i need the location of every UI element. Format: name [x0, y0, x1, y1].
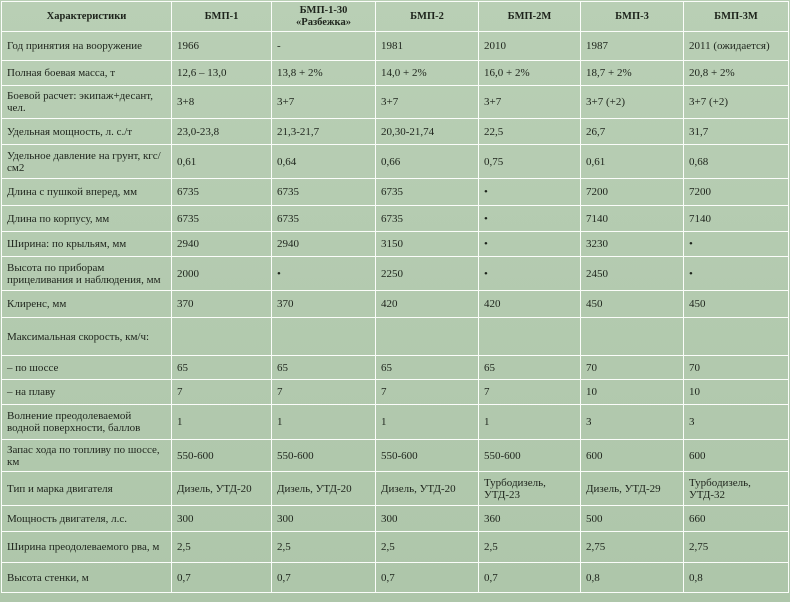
table-cell: 6735	[376, 206, 479, 232]
row-label: – по шоссе	[2, 356, 172, 380]
table-cell: 360	[479, 506, 581, 532]
table-cell: 0,8	[684, 563, 789, 593]
table-cell: •	[479, 179, 581, 206]
table-row	[2, 179, 789, 206]
row-label: Боевой расчет: экипаж+десант, чел.	[2, 86, 172, 119]
row-label: Длина с пушкой вперед, мм	[2, 179, 172, 206]
row-label: Клиренс, мм	[2, 291, 172, 318]
table-cell: 2010	[479, 32, 581, 61]
table-cell: 0,66	[376, 145, 479, 179]
table-cell: Турбодизель, УТД-23	[479, 472, 581, 506]
table-cell: 1	[272, 405, 376, 440]
table-cell: 10	[684, 380, 789, 405]
row-label: Ширина преодолеваемого рва, м	[2, 532, 172, 563]
table-cell: 3+7 (+2)	[684, 86, 789, 119]
table-row	[2, 32, 789, 61]
table-cell: 0,75	[479, 145, 581, 179]
table-cell: 0,61	[172, 145, 272, 179]
table-cell: 6735	[272, 179, 376, 206]
table-cell: 550-600	[479, 440, 581, 472]
table-cell: 2,75	[581, 532, 684, 563]
table-row	[2, 232, 789, 257]
table-cell: 3+7	[272, 86, 376, 119]
table-cell: 7140	[581, 206, 684, 232]
table-row	[2, 86, 789, 119]
table-cell: 14,0 + 2%	[376, 61, 479, 86]
table-cell: 3150	[376, 232, 479, 257]
table-cell: 65	[272, 356, 376, 380]
row-label: Максимальная скорость, км/ч:	[2, 318, 172, 356]
table-cell: 10	[581, 380, 684, 405]
table-cell: Дизель, УТД-20	[376, 472, 479, 506]
row-label: Длина по корпусу, мм	[2, 206, 172, 232]
row-label: – на плаву	[2, 380, 172, 405]
table-cell: 1981	[376, 32, 479, 61]
column-header-vehicle: БМП-3М	[684, 2, 789, 32]
table-row	[2, 257, 789, 291]
table-cell: 0,7	[479, 563, 581, 593]
table-cell: 16,0 + 2%	[479, 61, 581, 86]
table-row	[2, 119, 789, 145]
row-label: Удельная мощность, л. с./т	[2, 119, 172, 145]
table-cell: 0,7	[376, 563, 479, 593]
table-cell: 420	[376, 291, 479, 318]
table-cell	[479, 318, 581, 356]
table-cell: 0,61	[581, 145, 684, 179]
table-cell: 0,7	[272, 563, 376, 593]
table-row	[2, 356, 789, 380]
table-row	[2, 563, 789, 593]
table-cell: 300	[272, 506, 376, 532]
table-cell: 0,7	[172, 563, 272, 593]
table-cell: 2,75	[684, 532, 789, 563]
table-cell: 7	[376, 380, 479, 405]
table-cell: 3+7	[376, 86, 479, 119]
table-cell: 21,3-21,7	[272, 119, 376, 145]
table-cell: 2011 (ожидается)	[684, 32, 789, 61]
table-cell: 7200	[684, 179, 789, 206]
table-cell	[376, 318, 479, 356]
table-cell: •	[684, 257, 789, 291]
table-cell: 2450	[581, 257, 684, 291]
table-cell: 7200	[581, 179, 684, 206]
row-label: Запас хода по топливу по шоссе, км	[2, 440, 172, 472]
header-row	[2, 2, 789, 32]
table-cell: 7140	[684, 206, 789, 232]
row-label: Полная боевая масса, т	[2, 61, 172, 86]
table-cell: -	[272, 32, 376, 61]
table-cell: 370	[172, 291, 272, 318]
table-cell: 1	[479, 405, 581, 440]
table-cell: 6735	[172, 179, 272, 206]
table-body	[2, 32, 789, 593]
table-cell: 2,5	[272, 532, 376, 563]
table-cell: 450	[684, 291, 789, 318]
table-row	[2, 61, 789, 86]
table-cell: 2940	[272, 232, 376, 257]
table-cell: 2250	[376, 257, 479, 291]
table-cell: 600	[684, 440, 789, 472]
table-cell: 300	[376, 506, 479, 532]
column-header-vehicle: БМП-1	[172, 2, 272, 32]
row-label: Удельное давление на грунт, кгс/см2	[2, 145, 172, 179]
table-cell: Дизель, УТД-29	[581, 472, 684, 506]
table-cell: 18,7 + 2%	[581, 61, 684, 86]
table-cell: 65	[479, 356, 581, 380]
table-cell: 13,8 + 2%	[272, 61, 376, 86]
table-cell: 3230	[581, 232, 684, 257]
table-cell: 23,0-23,8	[172, 119, 272, 145]
column-header-characteristics: Характеристики	[2, 2, 172, 32]
table-cell: 0,64	[272, 145, 376, 179]
table-cell: •	[479, 206, 581, 232]
row-label: Высота стенки, м	[2, 563, 172, 593]
table-cell: 7	[272, 380, 376, 405]
table-cell	[172, 318, 272, 356]
table-cell: Турбодизель, УТД-32	[684, 472, 789, 506]
table-row	[2, 440, 789, 472]
table-cell: 370	[272, 291, 376, 318]
table-cell: 550-600	[172, 440, 272, 472]
row-label: Ширина: по крыльям, мм	[2, 232, 172, 257]
specs-table	[1, 1, 789, 593]
table-cell: 2,5	[172, 532, 272, 563]
table-row	[2, 380, 789, 405]
table-cell: •	[479, 257, 581, 291]
table-cell: 2000	[172, 257, 272, 291]
table-cell: 3	[581, 405, 684, 440]
table-row	[2, 472, 789, 506]
table-cell: 1987	[581, 32, 684, 61]
table-row	[2, 291, 789, 318]
table-cell: 65	[172, 356, 272, 380]
table-cell: 6735	[172, 206, 272, 232]
row-label: Год принятия на вооружение	[2, 32, 172, 61]
table-cell: 7	[172, 380, 272, 405]
table-cell: 500	[581, 506, 684, 532]
column-header-vehicle: БМП-2	[376, 2, 479, 32]
table-cell: 550-600	[272, 440, 376, 472]
table-row	[2, 405, 789, 440]
table-cell: 6735	[376, 179, 479, 206]
table-cell: 420	[479, 291, 581, 318]
table-cell: 20,8 + 2%	[684, 61, 789, 86]
table-cell	[272, 318, 376, 356]
table-cell: 2,5	[376, 532, 479, 563]
row-label: Тип и марка двигателя	[2, 472, 172, 506]
table-cell: 0,68	[684, 145, 789, 179]
table-cell: 1966	[172, 32, 272, 61]
table-cell: •	[272, 257, 376, 291]
table-cell: •	[684, 232, 789, 257]
table-row	[2, 506, 789, 532]
row-label: Мощность двигателя, л.с.	[2, 506, 172, 532]
row-label: Волнение преодолеваемой водной поверхности, баллов	[2, 405, 172, 440]
table-cell: 3	[684, 405, 789, 440]
table-cell: 3+8	[172, 86, 272, 119]
table-row	[2, 532, 789, 563]
table-cell: 2940	[172, 232, 272, 257]
table-cell: 450	[581, 291, 684, 318]
row-label: Высота по приборам прицеливания и наблюдения, мм	[2, 257, 172, 291]
table-cell: 660	[684, 506, 789, 532]
table-cell: 3+7 (+2)	[581, 86, 684, 119]
table-cell: 6735	[272, 206, 376, 232]
table-cell: 31,7	[684, 119, 789, 145]
table-cell: 12,6 – 13,0	[172, 61, 272, 86]
table-cell: 26,7	[581, 119, 684, 145]
table-cell: 600	[581, 440, 684, 472]
table-cell: •	[479, 232, 581, 257]
table-cell: 7	[479, 380, 581, 405]
table-cell: 1	[376, 405, 479, 440]
table-cell: 3+7	[479, 86, 581, 119]
table-cell: Дизель, УТД-20	[172, 472, 272, 506]
table-cell: 550-600	[376, 440, 479, 472]
table-cell: 2,5	[479, 532, 581, 563]
table-cell: 70	[581, 356, 684, 380]
table-cell: 20,30-21,74	[376, 119, 479, 145]
table-cell: 22,5	[479, 119, 581, 145]
table-cell: Дизель, УТД-20	[272, 472, 376, 506]
table-cell: 70	[684, 356, 789, 380]
table-cell	[581, 318, 684, 356]
table-cell: 300	[172, 506, 272, 532]
table-row	[2, 318, 789, 356]
column-header-vehicle: БМП-2М	[479, 2, 581, 32]
table-cell: 1	[172, 405, 272, 440]
column-header-vehicle: БМП-1-30 «Разбежка»	[272, 2, 376, 32]
table-cell: 65	[376, 356, 479, 380]
table-row	[2, 206, 789, 232]
table-row	[2, 145, 789, 179]
table-cell	[684, 318, 789, 356]
table-cell: 0,8	[581, 563, 684, 593]
column-header-vehicle: БМП-3	[581, 2, 684, 32]
